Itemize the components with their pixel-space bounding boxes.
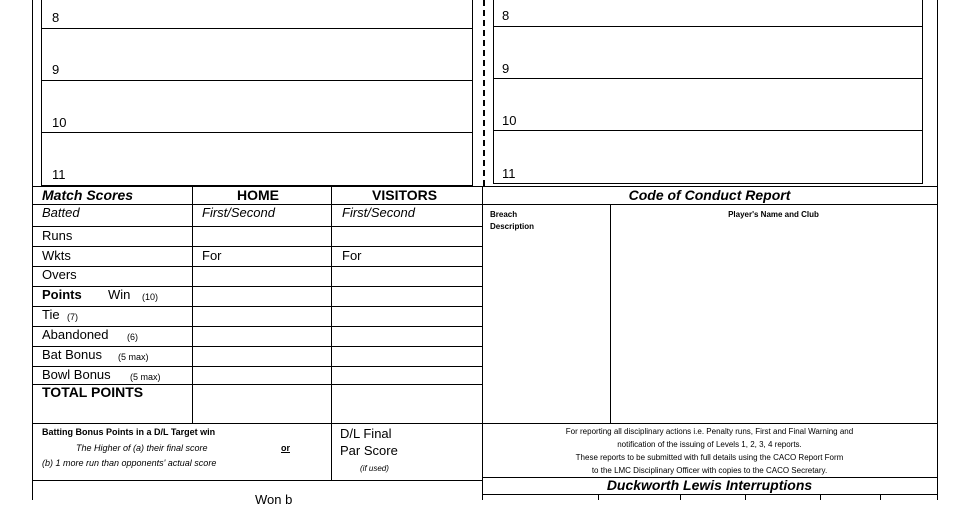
won-by-label: Won b [255, 492, 293, 507]
right-row-number: 9 [502, 61, 510, 76]
player-name-label: Player's Name and Club [728, 210, 819, 219]
conduct-note-line2: notification of the issuing of Levels 1, 2, 3, 4 reports. [617, 440, 802, 449]
batting-bonus-line3: (b) 1 more run than opponents' actual score [42, 458, 217, 468]
first-second-visitors: First/Second [342, 205, 415, 220]
right-row-divider [493, 78, 923, 79]
bowl-bonus-label: Bowl Bonus [42, 367, 111, 382]
batting-bonus-line2: The Higher of (a) their final score [76, 443, 208, 453]
bat-bonus-label: Bat Bonus [42, 347, 102, 362]
overs-label: Overs [42, 267, 77, 282]
for-visitors: For [342, 248, 362, 263]
right-row-divider [493, 130, 923, 131]
scores-row-line [32, 266, 482, 267]
dl-header-bottom [482, 494, 937, 495]
left-row-number: 11 [52, 167, 66, 182]
abandoned-label: Abandoned [42, 327, 109, 342]
batting-bonus-line1: Batting Bonus Points in a D/L Target win [42, 427, 216, 437]
bat-bonus-max: (5 max) [118, 352, 149, 362]
dashed-separator [483, 0, 485, 186]
conduct-header-line [482, 204, 937, 205]
wkts-label: Wkts [42, 248, 71, 263]
scores-row-line [32, 226, 482, 227]
left-row-number: 10 [52, 115, 67, 130]
batting-bonus-or: or [281, 443, 290, 453]
total-points-label: TOTAL POINTS [42, 384, 144, 400]
scores-row-line [32, 306, 482, 307]
bonus-bottom-line [32, 480, 482, 481]
right-row-number: 11 [502, 166, 516, 181]
left-row-number: 9 [52, 62, 60, 77]
scores-row-line [32, 286, 482, 287]
description-label: Description [490, 222, 535, 231]
runs-label: Runs [42, 228, 73, 243]
right-row-number: 8 [502, 8, 510, 23]
dl-if-used: (if used) [360, 464, 389, 473]
dl-col-divider [820, 494, 821, 500]
tie-label: Tie [42, 307, 60, 322]
points-label: Points [42, 287, 82, 302]
dl-final-label: D/L Final [340, 426, 392, 441]
abandoned-points: (6) [127, 332, 138, 342]
conduct-note-line3: These reports to be submitted with full details using the CACO Report Form [575, 453, 844, 462]
left-row-divider [41, 28, 473, 29]
conduct-note-line1: For reporting all disciplinary actions i.e. Penalty runs, First and Final Warning and [565, 427, 854, 436]
batted-label: Batted [42, 205, 80, 220]
match-scores-header: Match Scores [42, 187, 134, 203]
right-row-divider [493, 26, 923, 27]
scores-col-divider [192, 186, 193, 423]
win-points: (10) [142, 292, 159, 302]
dl-col-divider [680, 494, 681, 500]
left-row-number: 8 [52, 10, 60, 25]
tie-points: (7) [67, 312, 78, 322]
conduct-col-divider [610, 204, 611, 423]
outer-left-border [32, 0, 33, 500]
duckworth-lewis-title: Duckworth Lewis Interruptions [606, 477, 813, 493]
dl-col-divider [880, 494, 881, 500]
scores-col-divider [331, 186, 332, 480]
dl-col-divider [745, 494, 746, 500]
visitors-header: VISITORS [372, 187, 438, 203]
dl-col-divider [598, 494, 599, 500]
right-row-number: 10 [502, 113, 517, 128]
conduct-note-line4: to the LMC Disciplinary Officer with copies to the CACO Secretary. [591, 466, 828, 475]
win-label: Win [108, 287, 131, 302]
left-row-divider [41, 132, 473, 133]
bowl-bonus-max: (5 max) [130, 372, 161, 382]
right-batting-rows [493, 0, 923, 184]
par-score-label: Par Score [340, 443, 398, 458]
scores-row-line [32, 246, 482, 247]
outer-right-border [937, 0, 938, 500]
home-header: HOME [237, 187, 279, 203]
conduct-title: Code of Conduct Report [628, 187, 791, 203]
left-row-divider [41, 80, 473, 81]
lower-section-top [32, 186, 937, 187]
first-second-home: First/Second [202, 205, 275, 220]
breach-label: Breach [490, 210, 518, 219]
for-home: For [202, 248, 222, 263]
